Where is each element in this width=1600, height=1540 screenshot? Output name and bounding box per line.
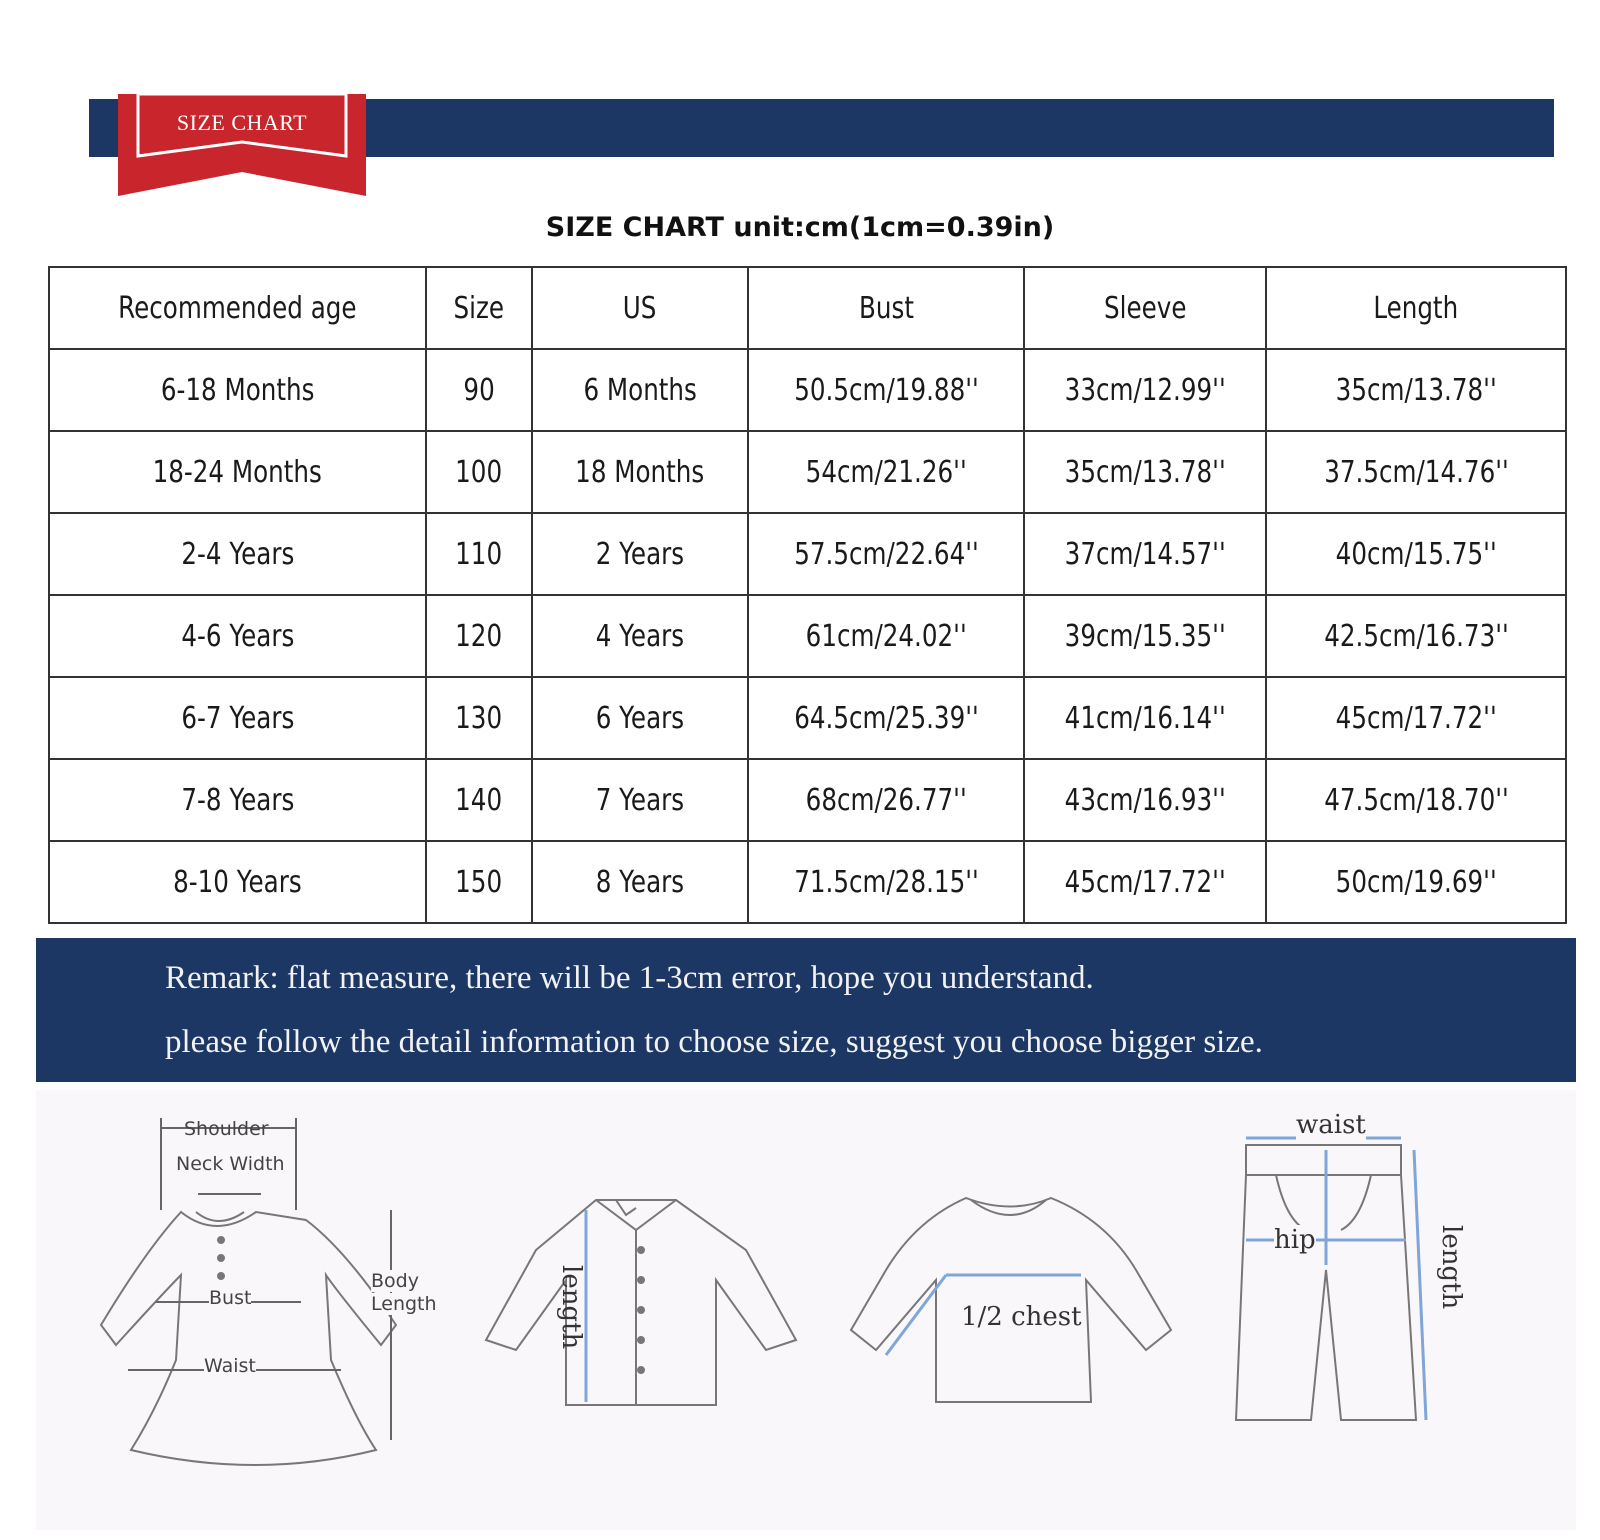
table-cell: 90 bbox=[426, 349, 532, 431]
table-cell: 7-8 Years bbox=[49, 759, 426, 841]
table-cell: 42.5cm/16.73'' bbox=[1266, 595, 1566, 677]
shirt-length-label: length bbox=[556, 1265, 586, 1350]
table-cell: 35cm/13.78'' bbox=[1024, 431, 1266, 513]
table-cell: 47.5cm/18.70'' bbox=[1266, 759, 1566, 841]
table-cell: 150 bbox=[426, 841, 532, 923]
pants-diagram bbox=[1216, 1090, 1576, 1530]
table-body bbox=[49, 349, 1566, 923]
table-cell: 39cm/15.35'' bbox=[1024, 595, 1266, 677]
size-table bbox=[48, 266, 1567, 924]
chart-title: SIZE CHART unit:cm(1cm=0.39in) bbox=[545, 212, 1055, 243]
table-cell: 68cm/26.77'' bbox=[748, 759, 1024, 841]
shirt-icon bbox=[466, 1090, 826, 1530]
table-cell: 4 Years bbox=[532, 595, 748, 677]
pants-length-label: length bbox=[1436, 1225, 1466, 1310]
column-header: Recommended age bbox=[49, 267, 426, 349]
table-cell: 8 Years bbox=[532, 841, 748, 923]
table-cell: 8-10 Years bbox=[49, 841, 426, 923]
table-cell: 6-7 Years bbox=[49, 677, 426, 759]
table-cell: 6-18 Months bbox=[49, 349, 426, 431]
table-cell: 35cm/13.78'' bbox=[1266, 349, 1566, 431]
sweater-diagram bbox=[836, 1090, 1196, 1530]
table-cell: 7 Years bbox=[532, 759, 748, 841]
table-cell: 54cm/21.26'' bbox=[748, 431, 1024, 513]
table-cell: 40cm/15.75'' bbox=[1266, 513, 1566, 595]
column-header: Size bbox=[426, 267, 532, 349]
table-cell: 18 Months bbox=[532, 431, 748, 513]
table-cell: 41cm/16.14'' bbox=[1024, 677, 1266, 759]
ribbon-label: SIZE CHART bbox=[176, 110, 308, 135]
body-length-label-2: Length bbox=[371, 1293, 437, 1315]
table-header-row bbox=[49, 267, 1566, 349]
table-row bbox=[49, 513, 1566, 595]
table-cell: 61cm/24.02'' bbox=[748, 595, 1024, 677]
table-cell: 2 Years bbox=[532, 513, 748, 595]
table-cell: 37cm/14.57'' bbox=[1024, 513, 1266, 595]
table-cell: 45cm/17.72'' bbox=[1024, 841, 1266, 923]
column-header: US bbox=[532, 267, 748, 349]
shoulder-label: Shoulder bbox=[184, 1118, 269, 1140]
table-cell: 4-6 Years bbox=[49, 595, 426, 677]
measurement-diagrams bbox=[36, 1090, 1576, 1530]
dress-diagram bbox=[56, 1090, 456, 1530]
table-cell: 2-4 Years bbox=[49, 513, 426, 595]
table-cell: 110 bbox=[426, 513, 532, 595]
pants-waist-label: waist bbox=[1296, 1110, 1366, 1140]
table-cell: 50cm/19.69'' bbox=[1266, 841, 1566, 923]
table-cell: 120 bbox=[426, 595, 532, 677]
table-cell: 45cm/17.72'' bbox=[1266, 677, 1566, 759]
table-cell: 50.5cm/19.88'' bbox=[748, 349, 1024, 431]
table-row bbox=[49, 431, 1566, 513]
remark-line-2: please follow the detail information to choose size, suggest you choose bigger size. bbox=[165, 1024, 1263, 1060]
waist-label: Waist bbox=[204, 1355, 256, 1377]
table-row bbox=[49, 677, 1566, 759]
table-cell: 33cm/12.99'' bbox=[1024, 349, 1266, 431]
table-cell: 57.5cm/22.64'' bbox=[748, 513, 1024, 595]
table-cell: 6 Months bbox=[532, 349, 748, 431]
table-row bbox=[49, 349, 1566, 431]
column-header: Length bbox=[1266, 267, 1566, 349]
pants-icon bbox=[1216, 1090, 1576, 1530]
table-cell: 43cm/16.93'' bbox=[1024, 759, 1266, 841]
shirt-diagram bbox=[466, 1090, 826, 1530]
body-length-label-1: Body bbox=[371, 1270, 419, 1292]
table-cell: 130 bbox=[426, 677, 532, 759]
table-cell: 100 bbox=[426, 431, 532, 513]
table-cell: 140 bbox=[426, 759, 532, 841]
pants-hip-label: hip bbox=[1274, 1225, 1316, 1255]
remark-line-1: Remark: flat measure, there will be 1-3cm error, hope you understand. bbox=[165, 960, 1094, 996]
table-cell: 37.5cm/14.76'' bbox=[1266, 431, 1566, 513]
table-row bbox=[49, 841, 1566, 923]
column-header: Sleeve bbox=[1024, 267, 1266, 349]
column-header: Bust bbox=[748, 267, 1024, 349]
neck-width-label: Neck Width bbox=[176, 1153, 285, 1175]
half-chest-label: 1/2 chest bbox=[961, 1302, 1082, 1332]
table-cell: 64.5cm/25.39'' bbox=[748, 677, 1024, 759]
table-row bbox=[49, 759, 1566, 841]
bust-label: Bust bbox=[209, 1287, 252, 1309]
table-cell: 18-24 Months bbox=[49, 431, 426, 513]
table-row bbox=[49, 595, 1566, 677]
table-cell: 71.5cm/28.15'' bbox=[748, 841, 1024, 923]
table-cell: 6 Years bbox=[532, 677, 748, 759]
